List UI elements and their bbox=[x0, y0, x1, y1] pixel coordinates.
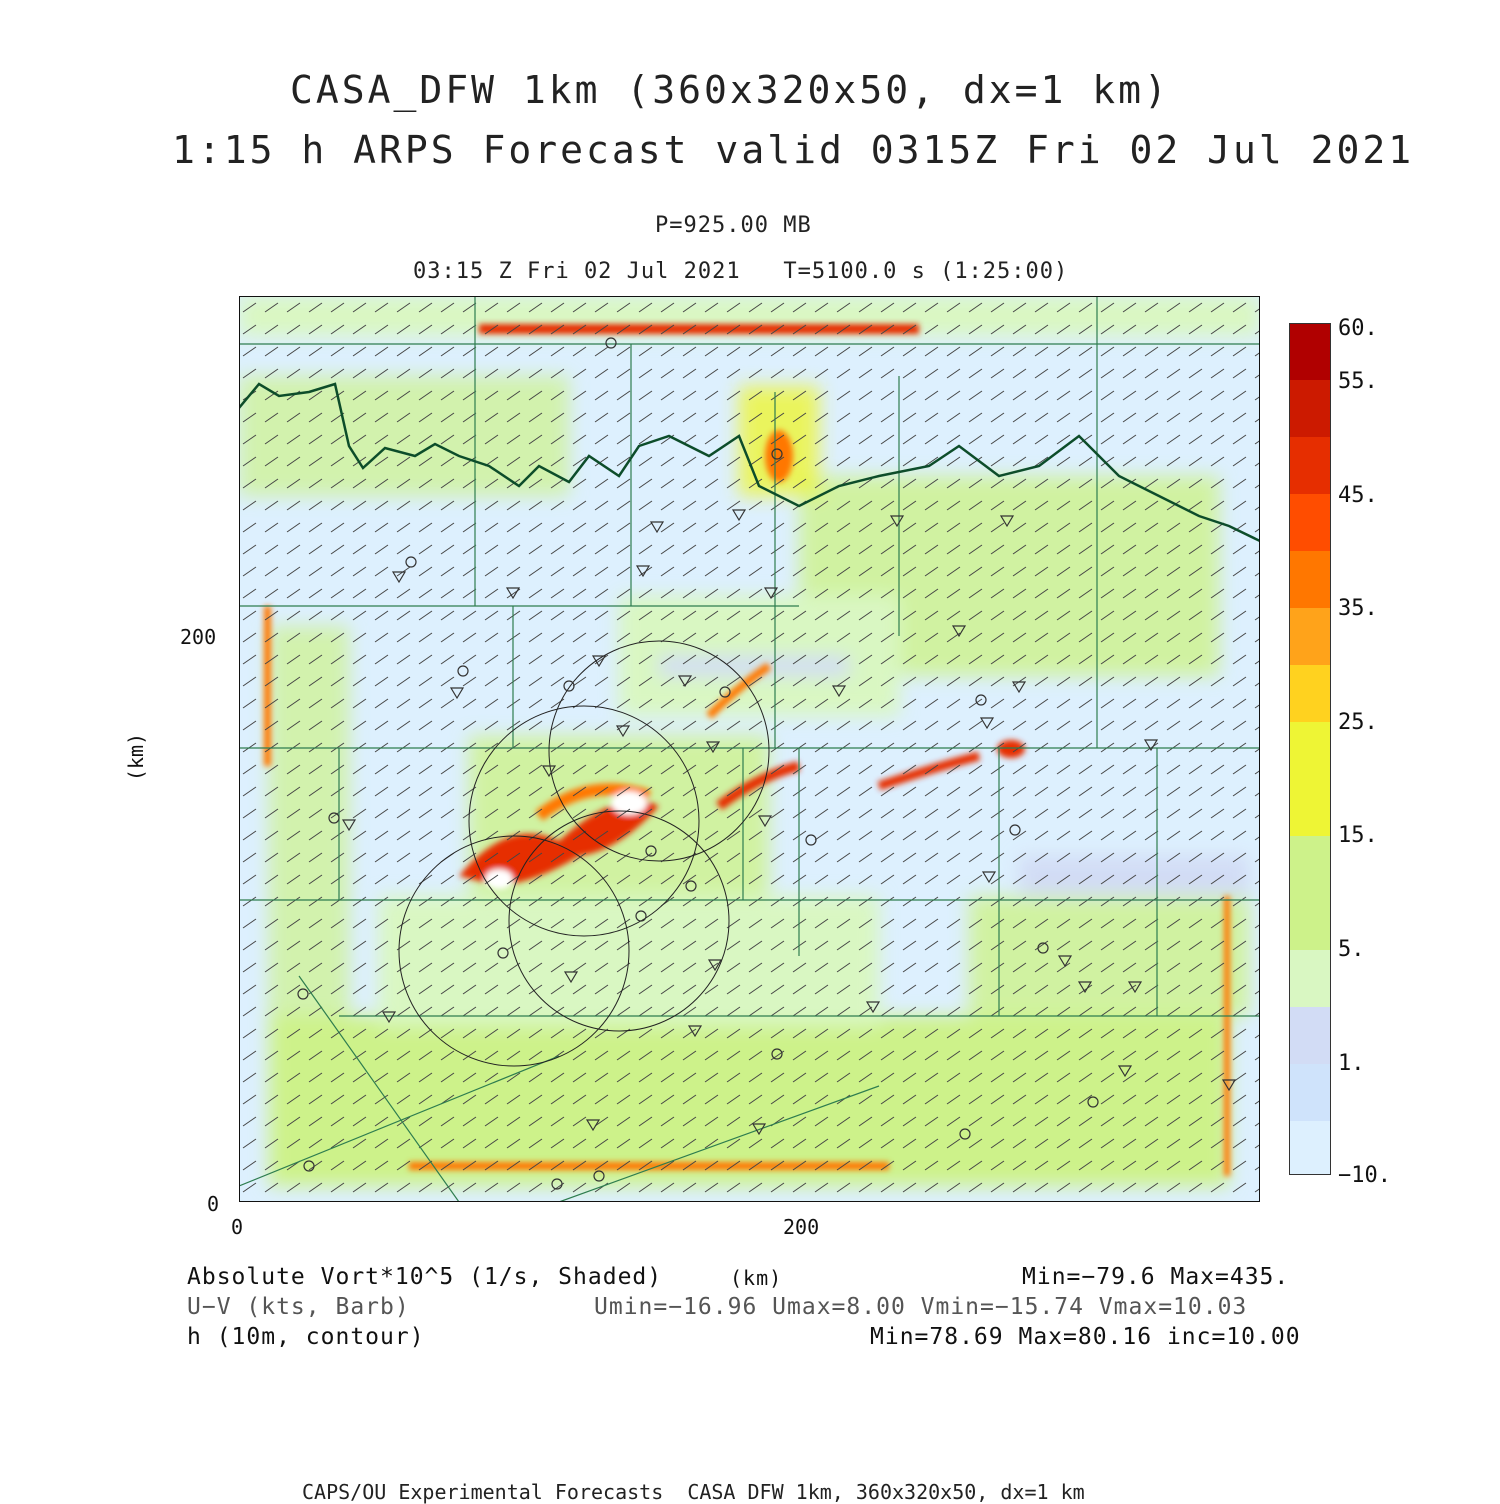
x-tick-200: 200 bbox=[783, 1215, 820, 1239]
y-axis-label: (km) bbox=[124, 732, 149, 782]
vorticity-map bbox=[239, 296, 1260, 1202]
legend-height: h (10m, contour) bbox=[187, 1324, 425, 1350]
valid-time: 03:15 Z Fri 02 Jul 2021 T=5100.0 s (1:25:00) bbox=[413, 259, 1069, 284]
colorbar-label-1: 1. bbox=[1338, 1051, 1365, 1076]
colorbar-frame bbox=[1289, 323, 1331, 1175]
wind-barbs bbox=[239, 296, 1260, 1202]
colorbar-label-55: 55. bbox=[1338, 369, 1378, 394]
pressure-level: P=925.00 MB bbox=[655, 213, 812, 238]
colorbar-label-15: 15. bbox=[1338, 823, 1378, 848]
y-tick-0: 0 bbox=[207, 1192, 220, 1216]
colorbar-label-35: 35. bbox=[1338, 596, 1378, 621]
legend-height-stats: Min=78.69 Max=80.16 inc=10.00 bbox=[870, 1324, 1301, 1350]
colorbar-label-25: 25. bbox=[1338, 710, 1378, 735]
colorbar-label-5: 5. bbox=[1338, 937, 1365, 962]
title-line-2: 1:15 h ARPS Forecast valid 0315Z Fri 02 Jul 2021 bbox=[172, 128, 1415, 172]
colorbar-label-45: 45. bbox=[1338, 483, 1378, 508]
footer-credit: CAPS/OU Experimental Forecasts CASA DFW 1km, 360x320x50, dx=1 km bbox=[302, 1480, 1085, 1504]
x-axis-label: (km) bbox=[730, 1266, 783, 1290]
colorbar bbox=[1289, 323, 1331, 1175]
legend-vorticity: Absolute Vort*10^5 (1/s, Shaded) bbox=[187, 1264, 663, 1290]
y-tick-200: 200 bbox=[180, 625, 217, 649]
legend-wind-stats: Umin=−16.96 Umax=8.00 Vmin=−15.74 Vmax=10.03 bbox=[594, 1294, 1248, 1320]
title-line-1: CASA_DFW 1km (360x320x50, dx=1 km) bbox=[290, 68, 1170, 112]
legend-vorticity-stats: Min=−79.6 Max=435. bbox=[1022, 1264, 1290, 1290]
colorbar-label-minus10: −10. bbox=[1338, 1163, 1391, 1188]
x-tick-0: 0 bbox=[231, 1215, 244, 1239]
colorbar-label-60: 60. bbox=[1338, 316, 1378, 341]
legend-wind: U−V (kts, Barb) bbox=[187, 1294, 410, 1320]
